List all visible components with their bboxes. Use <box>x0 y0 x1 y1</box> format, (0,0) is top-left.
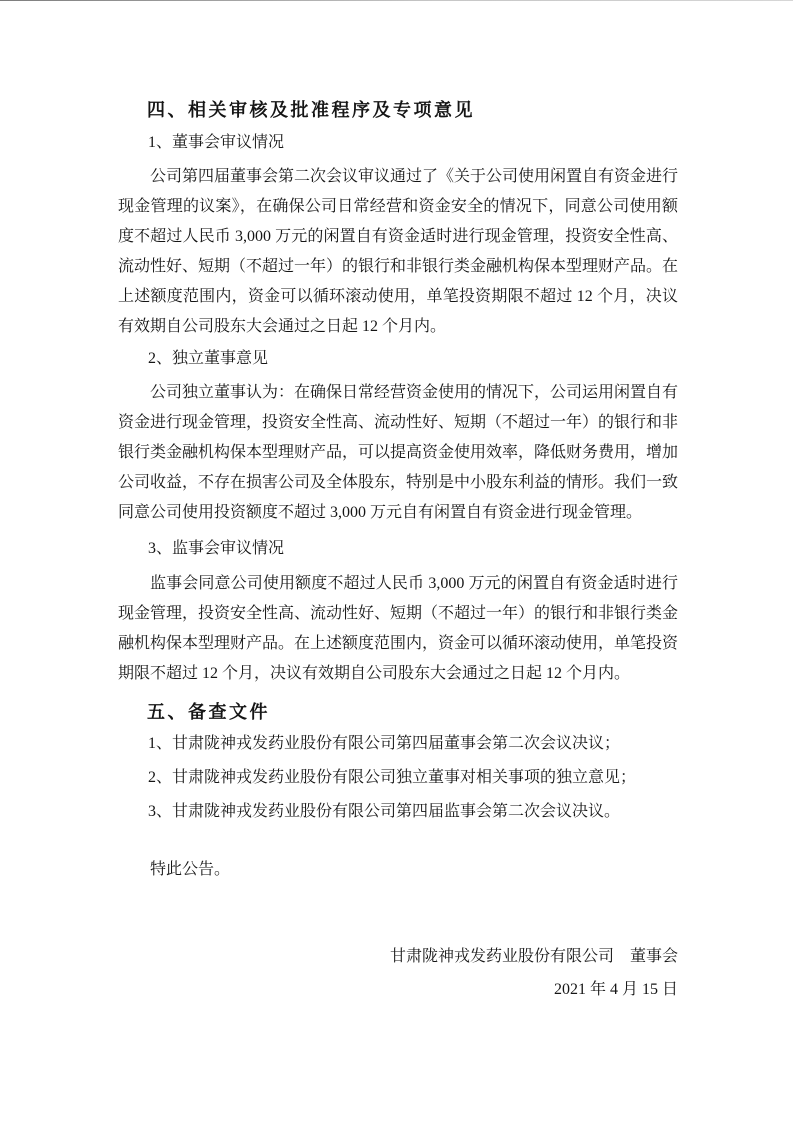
section-4-heading: 四、相关审核及批准程序及专项意见 <box>147 100 475 120</box>
board-review-paragraph: 公司第四届董事会第二次会议审议通过了《关于公司使用闲置自有资金进行现金管理的议案》，在确保公司日常经营和资金安全的情况下，同意公司使用额度不超过人民币 3,000 万元的闲置自有资金适时进行现金管理，投资安全性高、流动性好、短期（不超过一年）的银行和非银行类金融机构保本型理财产品。在上述额度范围内，资金可以循环滚动使用，单笔投资期限不超过 12 个月，决议有效期自公司股东大会通过之日起 12 个月内。 <box>118 168 679 335</box>
reference-document-2: 2、甘肃陇神戎发药业股份有限公司独立董事对相关事项的独立意见； <box>148 769 637 786</box>
supervisory-board-subheading: 3、监事会审议情况 <box>148 540 285 557</box>
closing-statement: 特此公告。 <box>150 861 231 878</box>
supervisory-board-paragraph: 监事会同意公司使用额度不超过人民币 3,000 万元的闲置自有资金适时进行现金管理，投资安全性高、流动性好、短期（不超过一年）的银行和非银行类金融机构保本型理财产品。在上述额度范围内，资金可以循环滚动使用，单笔投资期限不超过 12 个月，决议有效期自公司股东大会通过之日起 12 个月内。 <box>118 575 679 682</box>
document-body <box>118 95 678 829</box>
reference-document-3: 3、甘肃陇神戎发药业股份有限公司第四届监事会第二次会议决议。 <box>148 803 621 820</box>
independent-directors-paragraph: 公司独立董事认为：在确保日常经营资金使用的情况下，公司运用闲置自有资金进行现金管理，投资安全性高、流动性好、短期（不超过一年）的银行和非银行类金融机构保本型理财产品，可以提高资金使用效率，降低财务费用，增加公司收益，不存在损害公司及全体股东，特别是中小股东利益的情形。我们一致同意公司使用投资额度不超过 3,000 万元自有闲置自有资金进行现金管理。 <box>118 384 679 521</box>
company-signature: 甘肃陇神戎发药业股份有限公司 董事会 <box>389 948 678 965</box>
document <box>118 0 678 1005</box>
independent-directors-subheading: 2、独立董事意见 <box>148 350 269 367</box>
reference-document-1: 1、甘肃陇神戎发药业股份有限公司第四届董事会第二次会议决议； <box>148 735 621 752</box>
section-5-heading: 五、备查文件 <box>147 702 270 722</box>
announcement-date: 2021 年 4 月 15 日 <box>553 981 678 998</box>
board-review-subheading: 1、董事会审议情况 <box>148 134 285 151</box>
